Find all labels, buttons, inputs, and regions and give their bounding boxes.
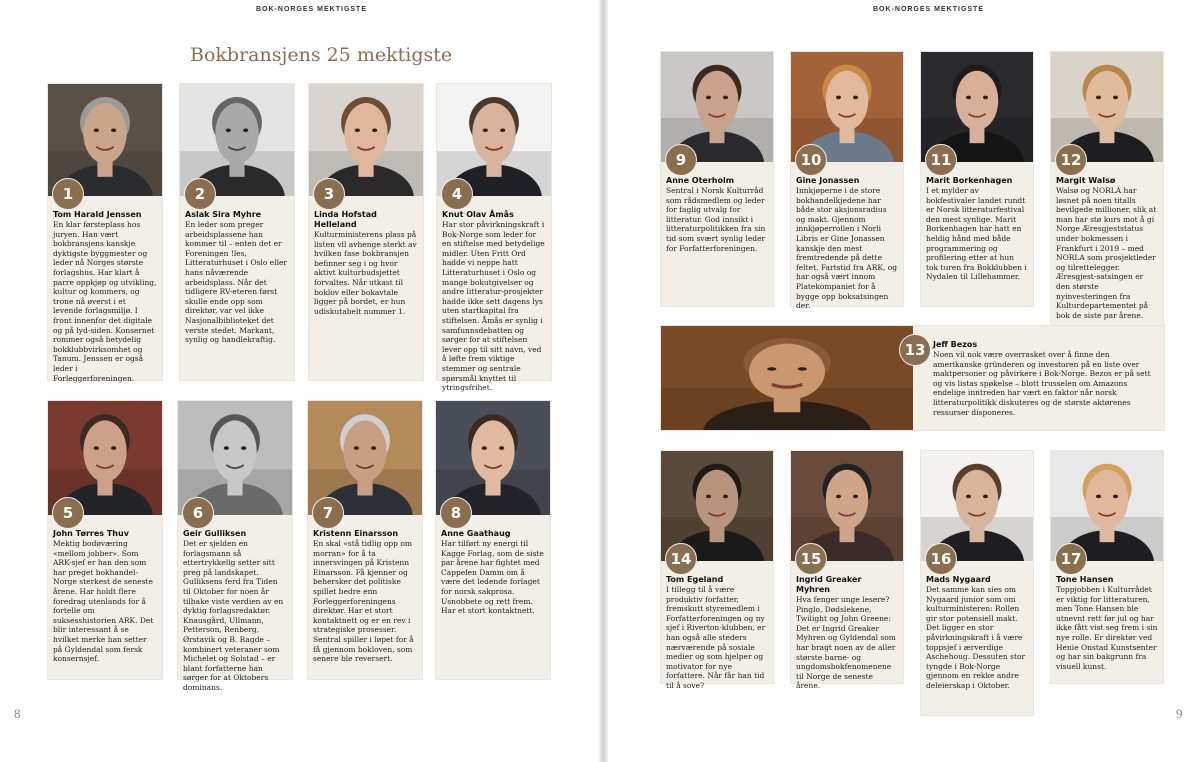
portrait-image (661, 326, 913, 430)
person-card (791, 451, 903, 691)
rank-number-badge: 17 (1055, 543, 1087, 575)
person-description: En klar førsteplass hos juryen. Han vært bokbransjens kanskje dyktigste byggmester og leder nå Norges største forlagshus. Har klart å parre oppkjøp og utvikling, kultur og kommers, og trone nå øverst i et levende forlagsmiljø. I front innenfor det digitale og på lyd-siden. Konsernet rommer også betydelig bokklubbvirksomhet og Tanum. Jenssen er også leder i Forleggerforeningen. (53, 220, 157, 383)
rank-number-badge: 3 (313, 178, 345, 210)
person-text (1056, 176, 1158, 320)
person-text (314, 210, 418, 316)
person-card (1051, 451, 1163, 683)
person-name: Tom Egeland (666, 575, 724, 584)
person-text (183, 529, 287, 693)
person-name: Anne Gaathaug (441, 529, 511, 538)
person-text (666, 575, 768, 691)
person-name: Aslak Sira Myhre (185, 210, 262, 219)
person-description: Noen vil nok være overrasket over å finne den amerikanske gründeren og investoren på en liste over maktpersoner og påvirkere i Bok-Norge. Bezos er på sett og vis listas spøkelse – blott trusselen om Amazons endelige inntreden har vært en faktor når norsk litteraturpolitikk diskuteres og de største aktørenes ressurser disponeres. (933, 350, 1151, 417)
person-card (437, 84, 551, 393)
person-description: Toppjobben i Kulturrådet er viktig for litteraturen, men Tone Hansen ble utnevnt rett før jul og har ikke fått vist seg frem i sin nye rolle. Er direktør ved Henie Onstad Kunstsenter og har sin bakgrunn fra visuell kunst. (1056, 585, 1158, 671)
person-name: Tone Hansen (1056, 575, 1114, 584)
person-description: Har tilført ny energi til Kagge Forlag, som de siste par årene har fightet med Cappelen Damm om å være det ledende forlaget for norsk sakprosa. Usnobbete og rett frem. Har et stort kontaktnett. (441, 539, 544, 616)
rank-number-badge: 13 (899, 334, 931, 366)
person-card (436, 401, 550, 679)
person-description: En skal «stå tidlig opp om morran» for å ta innersvingen på Kristenn Einarsson. Få kjenner og behersker det politiske spillet bedre enn Forleggerforeningens direktør. Har et stort kontaktnett og er en rev i strategiske prosesser. Sentral spiller i løpet for å få gjennom bokloven, som senere ble reversert. (313, 539, 414, 664)
person-card (661, 326, 1164, 430)
person-description: Det samme kan sies om Nygaard junior som om kulturministeren: Rollen gir stor potensiell makt. Det ligger en stor påvirkningskraft i å være toppsjef i ærverdige Aschehoug. Dessuten stor tyngde i Bok-Norge gjennom en rekke andre deleierskap i Oktober. (926, 585, 1026, 690)
page-number-right: 9 (1176, 706, 1183, 721)
person-name: Tom Harald Jenssen (53, 210, 142, 219)
rank-number-badge: 12 (1055, 144, 1087, 176)
person-description: En leder som preger arbeidsplassene han kommer til – enten det er Foreningen !les, Litteraturhuset i Oslo eller hans nåværende arbeidsplass. Når det tidligere RV-eteren først skulle ende opp som direktør, var vel ikke Nasjonalbiblioteket det verste stedet. Markant, synlig og handlekraftig. (185, 220, 288, 345)
person-text (313, 529, 417, 664)
person-text (185, 210, 289, 345)
person-name: Ingrid Greaker Myhren (796, 575, 862, 594)
person-card (921, 451, 1033, 715)
person-card (661, 451, 773, 690)
person-text (933, 340, 1156, 417)
person-name: Margit Walsø (1056, 176, 1116, 185)
person-card (791, 52, 903, 311)
person-card (180, 84, 294, 380)
person-name: John Tørres Thuv (53, 529, 129, 538)
rank-number-badge: 6 (182, 497, 214, 529)
person-text (442, 210, 546, 393)
person-card (308, 401, 422, 679)
rank-number-badge: 7 (312, 497, 344, 529)
person-description: Har stor påvirkningskraft i Bok-Norge som leder for en stiftelse med betydelige midler. Uten Fritt Ord hadde vi neppe hatt Litteraturhuset i Oslo og mange bokutgivelser og andre litteratur-prosjekter hadde ikke sett dagens lys uten startkapital fra stiftelsen. Åmås er synlig i samfunnsdebatten og sørger for at stiftelsen lever opp til sitt navn, ved å løfte frem viktige stemmer og sentrale spørsmål knyttet til ytringsfrihet. (442, 220, 545, 393)
page-number-left: 8 (14, 706, 21, 721)
person-text (796, 176, 898, 311)
person-description: Walsø og NORLA har løsnet på noen titalls bevilgede millioner, slik at man har stø kurs mot å gi Norge Æresgjeststatus under bokmessen i Frankfurt i 2019 – med NORLA som prosjektleder og tilrettelegger. Æresgjest-satsingen er den største nyinvesteringen fra Kulturdepartementet på bok de siste par årene. (1056, 186, 1157, 320)
person-card (1051, 52, 1163, 338)
rank-number-badge: 9 (665, 144, 697, 176)
running-header-right: BOK-NORGES MEKTIGSTE (873, 6, 985, 13)
rank-number-badge: 10 (795, 144, 827, 176)
rank-number-badge: 2 (184, 178, 216, 210)
rank-number-badge: 15 (795, 543, 827, 575)
person-name: Linda Hofstad Helleland (314, 210, 377, 229)
rank-number-badge: 4 (441, 178, 473, 210)
person-card (309, 84, 423, 380)
person-name: Gine Jonassen (796, 176, 860, 185)
rank-number-badge: 1 (52, 178, 84, 210)
rank-number-badge: 5 (52, 497, 84, 529)
rank-number-badge: 11 (925, 144, 957, 176)
person-description: Kulturministerens plass på listen vil avhenge sterkt av hvilken fase bokbransjen befinner seg i og hvor aktivt kulturbudsjettet forvaltes. Når utkast til boklov eller bokavtale ligger på bordet, er hun udiskutabelt nummer 1. (314, 230, 417, 316)
rank-number-badge: 14 (665, 543, 697, 575)
page-title: Bokbransjens 25 mektigste (190, 44, 453, 66)
person-name: Marit Borkenhagen (926, 176, 1013, 185)
running-header-left: BOK-NORGES MEKTIGSTE (256, 6, 368, 13)
person-description: I tillegg til å være produktiv forfatter, fremskutt styremedlem i Forfatterforeningen og ny sjef i Riverton-klubben, er han også alle steders nærværende på sosiale medier og som hjelper og motivator for nye forfattere. Når får han tid til å sove? (666, 585, 766, 690)
person-description: Hva fenger unge lesere? Pinglo, Dødslekene, Twilight og John Greene: Det er Ingrid Greaker Myhren og Gyldendal som har bragt noen av de aller største barne- og ungdomsbokfenomenene til Norge de seneste årene. (796, 595, 896, 691)
person-text (441, 529, 545, 616)
person-name: Kristenn Einarsson (313, 529, 399, 538)
person-card (48, 401, 162, 679)
person-text (53, 529, 157, 664)
page-gutter (598, 0, 608, 762)
person-text (926, 575, 1028, 691)
person-name: Knut Olav Åmås (442, 210, 514, 219)
person-description: Innkjøperne i de store bokhandelkjedene har både stor aksjonsradius og makt. Gjennom innkjøperrollen i Norli Libris er Gine Jonassen kanskje den mest fremtredende på dette feltet. Fartstid fra ARK, og har også vært innom Platekompaniet for å bygge opp boksatsingen der. (796, 186, 898, 311)
rank-number-badge: 8 (440, 497, 472, 529)
person-text (53, 210, 157, 383)
person-text (666, 176, 768, 253)
person-card (661, 52, 773, 306)
person-text (926, 176, 1028, 282)
person-description: I et mylder av bokfestivaler landet rundt er Norsk litteraturfestival den mest synlige. Marit Borkenhagen har hatt en heldig hånd med både programmering og profilering etter at hun tok turen fra Bokklubben i Nydalen til Lillehammer. (926, 186, 1027, 282)
person-description: Sentral i Norsk Kulturråd som rådsmedlem og leder for faglig utvalg for litteratur. God innsikt i litteraturpolitikken fra sin tid som svært synlig leder for Forfatterforeningen. (666, 186, 766, 253)
person-description: Det er sjelden en forlagsmann så ettertrykkelig setter sitt preg på landskapet. Gulliksens ferd fra Tiden til Oktober for noen år tilbake viste verdien av en dyktig forlagsredaktør. Knausgård, Ullmann, Petterson, Renberg, Ørstavik og B. Ragde – kombinert veteraner som Michelet og Solstad – er blant forfatterne han sørger for at Oktobers dominans. (183, 539, 284, 692)
person-name: Anne Oterholm (666, 176, 735, 185)
person-name: Mads Nygaard (926, 575, 991, 584)
person-card (178, 401, 292, 692)
person-text (796, 575, 898, 691)
person-name: Geir Gulliksen (183, 529, 247, 538)
person-photo (661, 326, 913, 430)
person-text (1056, 575, 1158, 671)
person-card (48, 84, 162, 383)
person-card (921, 52, 1033, 306)
person-name: Jeff Bezos (933, 340, 978, 349)
rank-number-badge: 16 (925, 543, 957, 575)
person-description: Mektig bodøværing «mellom jobber». Som ARK-sjef er han den som har preget bokhandel-Norge sterkest de seneste årene. Har holdt flere foredrag utenlands for å fortelle om suksesshistorien ARK. Det blir interessant å se hvilket merke han setter på Gyldendal som fersk konsernsjef. (53, 539, 154, 664)
